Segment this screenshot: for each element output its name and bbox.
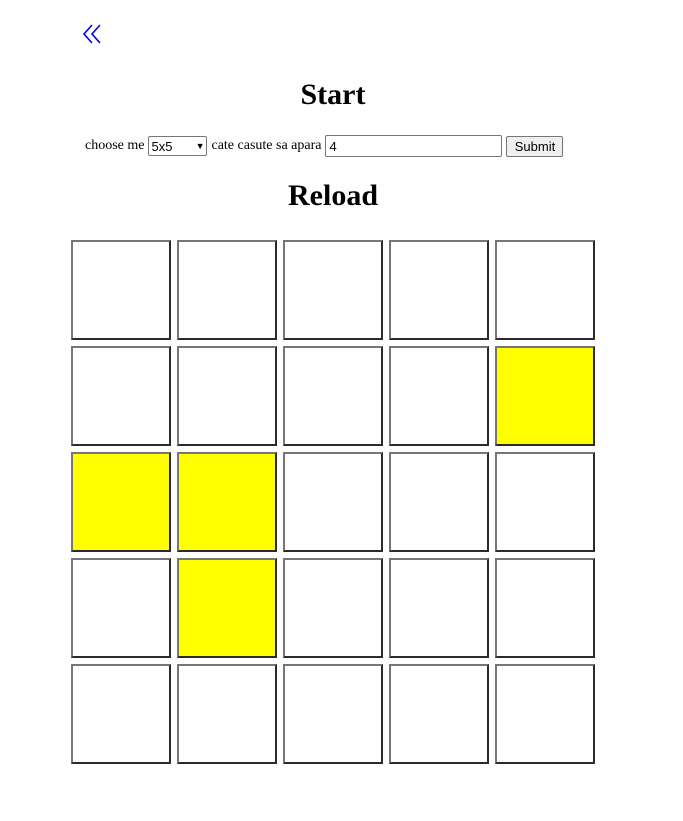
count-input[interactable] xyxy=(325,135,502,157)
board-cell[interactable] xyxy=(283,558,383,658)
board-cell[interactable] xyxy=(71,558,171,658)
choose-label: choose me xyxy=(85,138,145,153)
board-cell[interactable] xyxy=(71,346,171,446)
board-cell[interactable] xyxy=(389,452,489,552)
board-cell[interactable] xyxy=(71,452,171,552)
start-heading: Start xyxy=(300,78,366,111)
grid-size-select[interactable] xyxy=(148,136,207,156)
board-cell[interactable] xyxy=(495,664,595,764)
board-cell[interactable] xyxy=(177,346,277,446)
double-chevron-left-icon xyxy=(81,21,103,47)
submit-button[interactable]: Submit xyxy=(506,136,563,157)
board-cell[interactable] xyxy=(177,664,277,764)
board-cell[interactable] xyxy=(283,664,383,764)
back-link[interactable] xyxy=(81,21,103,47)
board-cell[interactable] xyxy=(283,452,383,552)
board-cell[interactable] xyxy=(389,240,489,340)
controls-form xyxy=(85,135,563,157)
game-board xyxy=(71,240,595,764)
board-cell[interactable] xyxy=(389,346,489,446)
chevron-down-icon: ▼ xyxy=(195,140,205,151)
board-cell[interactable] xyxy=(71,240,171,340)
count-label: cate casute sa apara xyxy=(211,138,322,153)
board-cell[interactable] xyxy=(177,240,277,340)
board-cell[interactable] xyxy=(495,452,595,552)
board-cell[interactable] xyxy=(389,558,489,658)
board-cell[interactable] xyxy=(71,664,171,764)
board-cell[interactable] xyxy=(177,558,277,658)
board-cell[interactable] xyxy=(283,346,383,446)
grid-size-value: 5x5 xyxy=(151,138,173,154)
board-cell[interactable] xyxy=(389,664,489,764)
board-cell[interactable] xyxy=(495,558,595,658)
board-cell[interactable] xyxy=(177,452,277,552)
reload-heading[interactable]: Reload xyxy=(288,179,378,212)
board-cell[interactable] xyxy=(495,240,595,340)
board-cell[interactable] xyxy=(283,240,383,340)
board-cell[interactable] xyxy=(495,346,595,446)
